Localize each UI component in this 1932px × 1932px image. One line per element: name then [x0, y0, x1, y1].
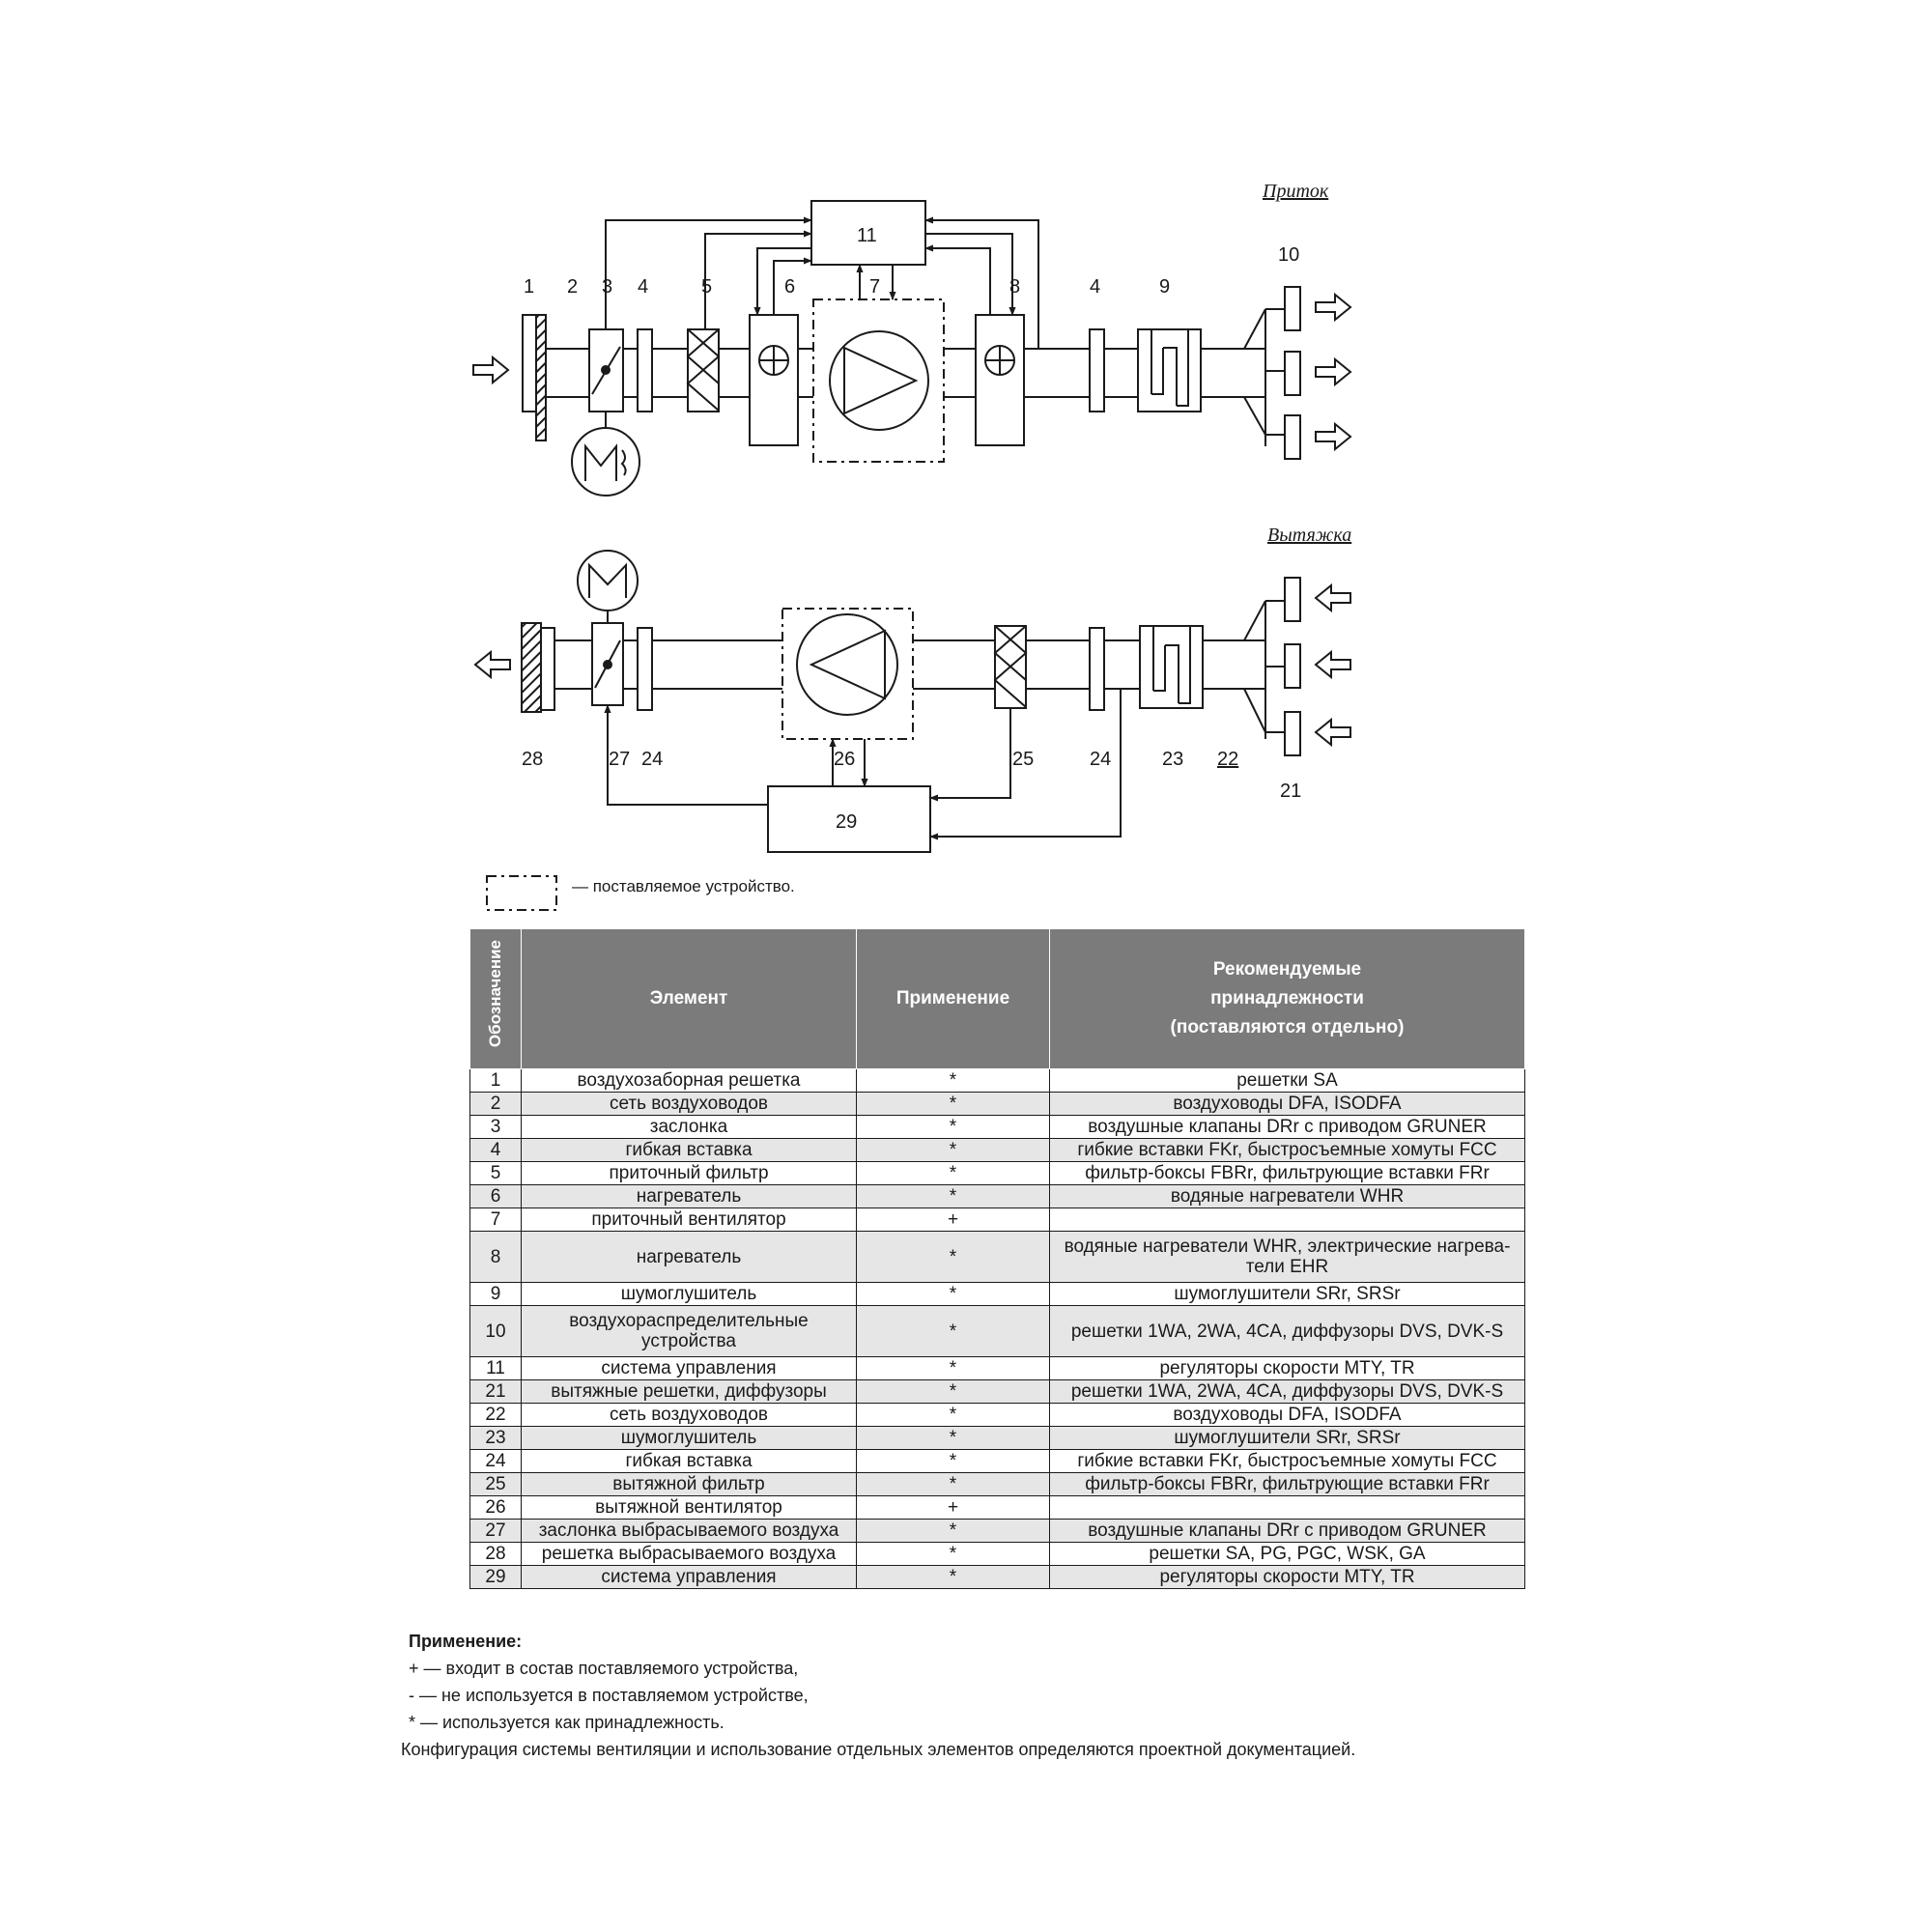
label-4-supply-left: 4 [638, 276, 649, 298]
cell-application: * [857, 1427, 1050, 1450]
cell-application: + [857, 1208, 1050, 1232]
exhaust-flex-connector-1 [638, 628, 652, 710]
cell-accessories: водяные нагреватели WHR, электрические нагрева- тели EHR [1050, 1232, 1525, 1283]
cell-element: гибкая вставка [522, 1450, 857, 1473]
components-table [469, 928, 1525, 1589]
cell-element: сеть воздуховодов [522, 1404, 857, 1427]
cell-designation: 6 [470, 1185, 522, 1208]
label-24-exhaust-right: 24 [1090, 749, 1112, 770]
label-10: 10 [1278, 244, 1300, 266]
cell-designation: 7 [470, 1208, 522, 1232]
exhaust-wall-hatch [522, 623, 541, 712]
label-1: 1 [524, 276, 535, 298]
supply-flex-connector-1 [638, 329, 652, 412]
table-row [470, 1566, 1525, 1589]
label-26: 26 [834, 749, 856, 770]
cell-accessories: шумоглушители SRr, SRSr [1050, 1283, 1525, 1306]
cell-application: * [857, 1357, 1050, 1380]
cell-accessories: решетки 1WA, 2WA, 4CA, диффузоры DVS, DVK-S [1050, 1306, 1525, 1357]
cell-element: система управления [522, 1357, 857, 1380]
table-row [470, 1450, 1525, 1473]
label-6: 6 [784, 276, 796, 298]
table-row [470, 1069, 1525, 1093]
cell-designation: 4 [470, 1139, 522, 1162]
supply-wall-hatch [536, 315, 546, 440]
exhaust-grilles-diffusers [1203, 578, 1350, 755]
cell-application: * [857, 1162, 1050, 1185]
cell-application: * [857, 1380, 1050, 1404]
cell-accessories: воздуховоды DFA, ISODFA [1050, 1093, 1525, 1116]
cell-designation: 3 [470, 1116, 522, 1139]
table-row [470, 1283, 1525, 1306]
table-row [470, 1232, 1525, 1283]
supply-damper-motor [572, 428, 639, 496]
cell-element: нагреватель [522, 1185, 857, 1208]
cell-designation: 22 [470, 1404, 522, 1427]
cell-element: приточный фильтр [522, 1162, 857, 1185]
cell-application: + [857, 1496, 1050, 1520]
cell-element: решетка выбрасываемого воздуха [522, 1543, 857, 1566]
cell-application: * [857, 1232, 1050, 1283]
supply-heater-1 [750, 315, 798, 445]
supply-heater-2 [976, 315, 1024, 445]
supply-inlet-arrow-icon [473, 357, 508, 383]
label-11: 11 [857, 225, 877, 246]
cell-designation: 24 [470, 1450, 522, 1473]
supply-outlet-arrow-icon-2 [1316, 359, 1350, 384]
cell-designation: 2 [470, 1093, 522, 1116]
header-application: Применение [857, 929, 1050, 1069]
table-row [470, 1093, 1525, 1116]
label-27: 27 [609, 749, 631, 770]
cell-designation: 28 [470, 1543, 522, 1566]
label-3: 3 [602, 276, 613, 298]
cell-application: * [857, 1473, 1050, 1496]
label-2: 2 [567, 276, 579, 298]
cell-accessories: решетки 1WA, 2WA, 4CA, диффузоры DVS, DVK-S [1050, 1380, 1525, 1404]
cell-element: заслонка [522, 1116, 857, 1139]
cell-application: * [857, 1185, 1050, 1208]
cell-accessories: шумоглушители SRr, SRSr [1050, 1427, 1525, 1450]
cell-accessories: воздушные клапаны DRr с приводом GRUNER [1050, 1116, 1525, 1139]
cell-designation: 27 [470, 1520, 522, 1543]
cell-element: гибкая вставка [522, 1139, 857, 1162]
cell-element: шумоглушитель [522, 1427, 857, 1450]
legend-text: — поставляемое устройство. [572, 877, 795, 895]
cell-accessories: водяные нагреватели WHR [1050, 1185, 1525, 1208]
note-item-plus: + — входит в состав поставляемого устройства, [409, 1659, 799, 1678]
cell-application: * [857, 1566, 1050, 1589]
table-row [470, 1208, 1525, 1232]
supply-damper [589, 329, 623, 428]
cell-element: шумоглушитель [522, 1283, 857, 1306]
cell-element: приточный вентилятор [522, 1208, 857, 1232]
cell-element: нагреватель [522, 1232, 857, 1283]
supply-scheme [473, 201, 1350, 496]
supply-filter [688, 329, 719, 412]
table-row [470, 1496, 1525, 1520]
table-row [470, 1185, 1525, 1208]
label-21: 21 [1280, 781, 1302, 802]
notes-footer: Конфигурация системы вентиляции и использование отдельных элементов определяются проектной документацией. [401, 1740, 1356, 1759]
exhaust-fan-supplied-box [782, 609, 913, 739]
exhaust-outlet-arrow-icon [475, 652, 510, 677]
table-row [470, 1380, 1525, 1404]
exhaust-inlet-arrow-icon-1 [1316, 585, 1350, 611]
table-row [470, 1306, 1525, 1357]
header-element: Элемент [522, 929, 857, 1069]
header-accessories: Рекомендуемые принадлежности (поставляются отдельно) [1050, 929, 1525, 1069]
table-row [470, 1357, 1525, 1380]
table-row [470, 1139, 1525, 1162]
supply-outlet-arrow-icon-3 [1316, 424, 1350, 449]
label-9: 9 [1159, 276, 1171, 298]
cell-accessories: регуляторы скорости MTY, TR [1050, 1566, 1525, 1589]
cell-application: * [857, 1069, 1050, 1093]
cell-accessories: воздуховоды DFA, ISODFA [1050, 1404, 1525, 1427]
table-row [470, 1427, 1525, 1450]
header-designation: Обозначение [470, 929, 522, 1069]
supply-air-distributors [1201, 287, 1350, 459]
table-header-row [470, 929, 1525, 1069]
cell-accessories [1050, 1208, 1525, 1232]
exhaust-damper-motor [578, 551, 638, 611]
table-body [470, 1069, 1525, 1589]
cell-application: * [857, 1543, 1050, 1566]
exhaust-grille [541, 628, 554, 710]
supply-intake-grille [523, 315, 536, 412]
label-25: 25 [1012, 749, 1035, 770]
exhaust-flex-connector-2 [1090, 628, 1104, 710]
exhaust-scheme [475, 551, 1350, 852]
note-item-star: * — используется как принадлежность. [409, 1713, 724, 1732]
label-24-exhaust-left: 24 [641, 749, 664, 770]
table-row [470, 1404, 1525, 1427]
cell-designation: 21 [470, 1380, 522, 1404]
cell-element: система управления [522, 1566, 857, 1589]
cell-designation: 11 [470, 1357, 522, 1380]
cell-accessories: регуляторы скорости MTY, TR [1050, 1357, 1525, 1380]
cell-designation: 29 [470, 1566, 522, 1589]
table-row [470, 1162, 1525, 1185]
supply-fan-supplied-box [813, 299, 944, 462]
cell-application: * [857, 1139, 1050, 1162]
cell-designation: 23 [470, 1427, 522, 1450]
cell-application: * [857, 1093, 1050, 1116]
exhaust-inlet-arrow-icon-3 [1316, 720, 1350, 745]
table-row [470, 1116, 1525, 1139]
cell-element: вытяжной фильтр [522, 1473, 857, 1496]
label-28: 28 [522, 749, 544, 770]
table-row [470, 1520, 1525, 1543]
cell-application: * [857, 1283, 1050, 1306]
supply-flex-connector-2 [1090, 329, 1104, 412]
cell-accessories: решетки SA, PG, PGC, WSK, GA [1050, 1543, 1525, 1566]
cell-application: * [857, 1450, 1050, 1473]
cell-application: * [857, 1520, 1050, 1543]
table-row [470, 1543, 1525, 1566]
cell-element: сеть воздуховодов [522, 1093, 857, 1116]
label-4-supply-right: 4 [1090, 276, 1101, 298]
section-title-exhaust: Вытяжка [1267, 525, 1352, 546]
legend-dashed-box [487, 876, 556, 910]
cell-application: * [857, 1306, 1050, 1357]
supply-outlet-arrow-icon-1 [1316, 295, 1350, 320]
cell-designation: 25 [470, 1473, 522, 1496]
cell-accessories: фильтр-боксы FBRr, фильтрующие вставки FRr [1050, 1162, 1525, 1185]
exhaust-damper [592, 611, 623, 705]
cell-element: воздухозаборная решетка [522, 1069, 857, 1093]
label-5: 5 [701, 276, 713, 298]
supply-silencer [1138, 329, 1201, 412]
cell-designation: 26 [470, 1496, 522, 1520]
cell-element: заслонка выбрасываемого воздуха [522, 1520, 857, 1543]
section-title-supply: Приток [1263, 181, 1329, 202]
cell-accessories: решетки SA [1050, 1069, 1525, 1093]
ventilation-scheme [0, 0, 1932, 927]
label-23: 23 [1162, 749, 1184, 770]
label-29: 29 [836, 811, 858, 833]
cell-accessories: гибкие вставки FKr, быстросъемные хомуты FCC [1050, 1139, 1525, 1162]
notes-heading: Применение: [409, 1632, 523, 1651]
exhaust-silencer [1140, 626, 1203, 708]
cell-element: воздухораспределительные устройства [522, 1306, 857, 1357]
cell-designation: 8 [470, 1232, 522, 1283]
cell-designation: 5 [470, 1162, 522, 1185]
cell-accessories [1050, 1496, 1525, 1520]
cell-designation: 10 [470, 1306, 522, 1357]
cell-application: * [857, 1116, 1050, 1139]
exhaust-inlet-arrow-icon-2 [1316, 652, 1350, 677]
cell-designation: 1 [470, 1069, 522, 1093]
cell-designation: 9 [470, 1283, 522, 1306]
label-7: 7 [869, 276, 881, 298]
cell-application: * [857, 1404, 1050, 1427]
label-8: 8 [1009, 276, 1021, 298]
label-22: 22 [1217, 749, 1239, 770]
cell-accessories: фильтр-боксы FBRr, фильтрующие вставки FRr [1050, 1473, 1525, 1496]
cell-element: вытяжной вентилятор [522, 1496, 857, 1520]
table-row [470, 1473, 1525, 1496]
cell-element: вытяжные решетки, диффузоры [522, 1380, 857, 1404]
notes [401, 1628, 1355, 1763]
cell-accessories: воздушные клапаны DRr с приводом GRUNER [1050, 1520, 1525, 1543]
exhaust-filter [995, 626, 1026, 708]
note-item-minus: - — не используется в поставляемом устройстве, [409, 1686, 809, 1705]
cell-accessories: гибкие вставки FKr, быстросъемные хомуты FCC [1050, 1450, 1525, 1473]
